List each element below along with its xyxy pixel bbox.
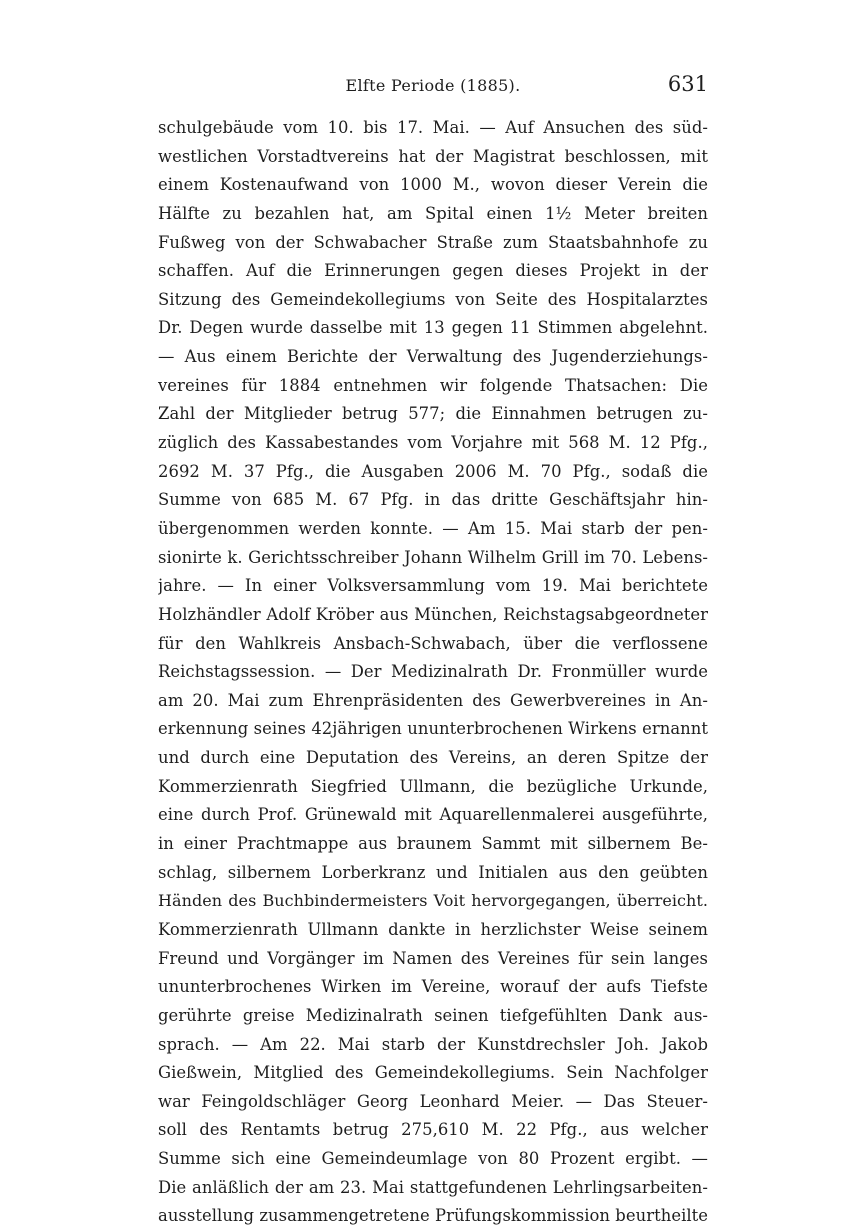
text-line: Summe sich eine Gemeindeumlage von 80 Prozent ergibt. — [158,1149,708,1169]
text-line: vereines für 1884 entnehmen wir folgende Thatsachen: Die [158,375,708,395]
text-line: sionirte k. Gerichtsschreiber Johann Wilhelm Grill im 70. Lebens- [158,547,708,567]
page-number: 631 [667,72,708,96]
text-line: schaffen. Auf die Erinnerungen gegen dieses Projekt in der [158,261,708,281]
text-line: züglich des Kassabestandes vom Vorjahre mit 568 M. 12 Pfg., [158,433,708,453]
text-line: erkennung seines 42jährigen ununterbrochenen Wirkens ernannt [158,719,708,739]
text-line: eine durch Prof. Grünewald mit Aquarellenmalerei ausgeführte, [158,805,708,825]
page-header [158,70,708,104]
text-line: war Feingoldschläger Georg Leonhard Meier. — Das Steuer- [158,1091,708,1111]
running-title: Elfte Periode (1885). [345,76,521,95]
text-line: schlag, silbernem Lorberkranz und Initialen aus den geübten [158,862,708,882]
text-line: schulgebäude vom 10. bis 17. Mai. — Auf Ansuchen des süd- [158,118,708,137]
text-line: Dr. Degen wurde dasselbe mit 13 gegen 11 Stimmen abgelehnt. [158,318,708,338]
text-line: am 20. Mai zum Ehrenpräsidenten des Gewerbvereines in An- [158,690,708,710]
text-line: und durch eine Deputation des Vereins, an deren Spitze der [158,748,708,768]
text-line: gerührte greise Medizinalrath seinen tiefgefühlten Dank aus- [158,1005,708,1025]
text-line: 2692 M. 37 Pfg., die Ausgaben 2006 M. 70 Pfg., sodaß die [158,461,708,481]
text-line: westlichen Vorstadtvereins hat der Magistrat beschlossen, mit [158,146,708,166]
text-line: Hälfte zu bezahlen hat, am Spital einen 1½ Meter breiten [158,203,708,223]
text-line: ausstellung zusammengetretene Prüfungskommission beurtheilte [158,1206,708,1226]
text-line: für den Wahlkreis Ansbach-Schwabach, über die verflossene [158,633,708,653]
text-line: übergenommen werden konnte. — Am 15. Mai starb der pen- [158,518,708,538]
text-line: Die anläßlich der am 23. Mai stattgefundenen Lehrlingsarbeiten- [158,1177,708,1197]
text-line: einem Kostenaufwand von 1000 M., wovon dieser Verein die [158,175,708,195]
text-line: jahre. — In einer Volksversammlung vom 19. Mai berichtete [158,576,708,596]
text-line: Freund und Vorgänger im Namen des Vereines für sein langes [158,948,708,968]
text-line: Sitzung des Gemeindekollegiums von Seite des Hospitalarztes [158,289,708,309]
text-line: Fußweg von der Schwabacher Straße zum Staatsbahnhofe zu [158,232,708,252]
text-line: Kommerzienrath Ullmann dankte in herzlichster Weise seinem [158,919,708,939]
text-line: in einer Prachtmappe aus braunem Sammt mit silbernem Be- [158,834,708,854]
text-line: Summe von 685 M. 67 Pfg. in das dritte Geschäftsjahr hin- [158,490,708,510]
text-line: Holzhändler Adolf Kröber aus München, Reichstagsabgeordneter [158,604,708,624]
body-text [158,114,708,1231]
text-line: Reichstagssession. — Der Medizinalrath Dr. Fronmüller wurde [158,662,708,682]
text-line: Zahl der Mitglieder betrug 577; die Einnahmen betrugen zu- [158,404,708,424]
text-line: soll des Rentamts betrug 275,610 M. 22 Pfg., aus welcher [158,1120,708,1140]
text-line: ununterbrochenes Wirken im Vereine, worauf der aufs Tiefste [158,977,708,997]
text-line: Händen des Buchbindermeisters Voit hervorgegangen, überreicht. [158,891,708,911]
text-line: sprach. — Am 22. Mai starb der Kunstdrechsler Joh. Jakob [158,1034,708,1054]
text-line: Kommerzienrath Siegfried Ullmann, die bezügliche Urkunde, [158,776,708,796]
text-line: — Aus einem Berichte der Verwaltung des Jugenderziehungs- [158,347,708,367]
text-line: Gießwein, Mitglied des Gemeindekollegiums. Sein Nachfolger [158,1063,708,1083]
